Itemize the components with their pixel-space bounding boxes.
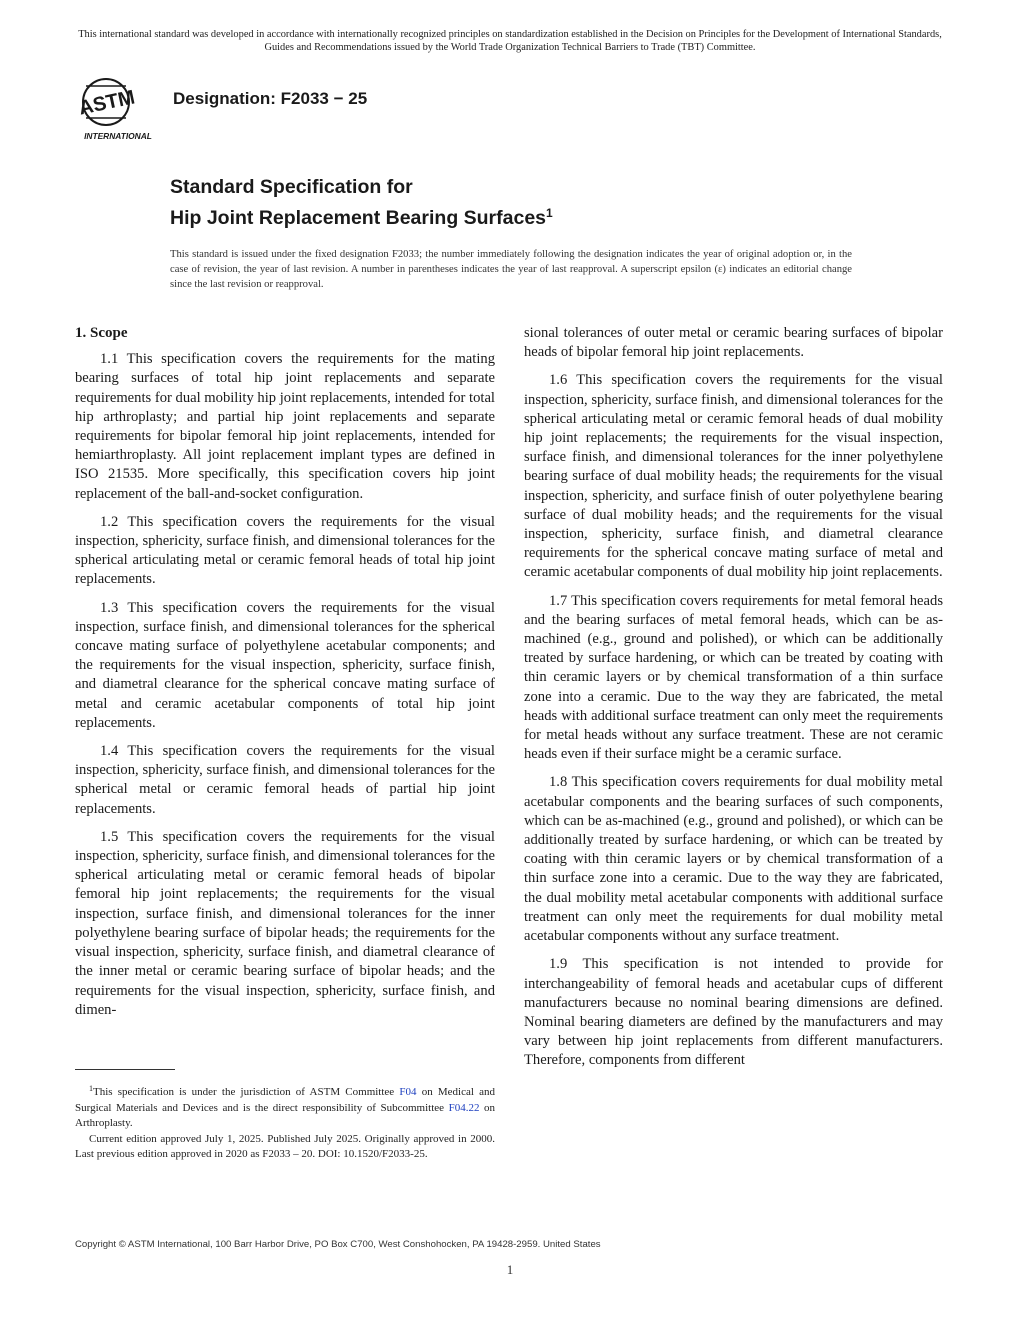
paragraph-1-9: 1.9 This specification is not intended to provide for interchangeability of femoral heads and acetabular cups of different manufacturers because no nominal bearing dimensions are defined. Nominal bearing diameters are defined by the manufacturers and may vary between hip joint replacements from different manufacturers. Therefore, components from different xyxy=(524,956,943,1069)
page-number: 1 xyxy=(506,1262,514,1277)
document-title xyxy=(170,174,930,231)
astm-logo-subtext: INTERNATIONAL xyxy=(84,131,152,141)
subcommittee-f04-22-link[interactable]: F04.22 xyxy=(448,1101,480,1114)
right-column xyxy=(524,324,943,1080)
paragraph-1-1: 1.1 This specification covers the requirements for the mating bearing surfaces of total hip joint replacements and separate requirements for dual mobility hip joint replacements, intended for total hip arthroplasty; and partial hip joint replacements and separate requirements for bipolar femoral hip joint replacements, intended for hemiarthroplasty. All joint replacement implant types are defined in ISO 21535. More specifically, this specification covers hip joint replacement of the ball-and-socket configuration. xyxy=(75,351,495,502)
wto-notice: This international standard was developed in accordance with internationally recognized principles on standardization established in the Decision on Principles for the Development of International Standards, Guides and Recommendations issued by the World Trade Organization Technical Barriers to Trade (TBT) Committee. xyxy=(78,29,942,53)
paragraph-1-3: 1.3 This specification covers the requirements for the visual inspection, surface finish, and dimensional tolerances for the spherical concave mating surface of polyethylene acetabular components; and the requirements for the visual inspection, sphericity, surface finish, and diametral clearance for the spherical concave mating surface of metal and ceramic acetabular components of total hip joint replacements. xyxy=(75,599,495,731)
astm-logo xyxy=(76,76,160,142)
footnotes xyxy=(75,1081,495,1163)
title-line-2 xyxy=(170,200,930,231)
title-line-1: Standard Specification for xyxy=(170,176,413,198)
footnote-1-mark: 1 xyxy=(89,1084,93,1093)
copyright-notice: Copyright © ASTM International, 100 Barr Harbor Drive, PO Box C700, West Conshohocken, PA 19428-2959. United States xyxy=(75,1239,601,1250)
paragraph-1-8: 1.8 This specification covers requirements for dual mobility metal acetabular components and the bearing surfaces of such components, which can be as-machined (e.g., ground and polished), or which can be additionally treated by surface hardening, or which can be treated by coating with thin ceramic layers or by chemical transformation of a thin surface zone into a ceramic. Due to the way they are fabricated, the dual mobility metal acetabular components with additional surface treatment can only meet the requirements for dual mobility metal acetabular components without any surface treatment. xyxy=(524,774,943,945)
paragraph-1-6: 1.6 This specification covers the requirements for the visual inspection, sphericity, surface finish, and dimensional tolerances for the spherical articulating metal or ceramic femoral heads of dual mobility hip joint replacements; the requirements for the visual inspection, surface finish, and dimensional tolerances for the inner polyethylene bearing surface of dual mobility heads; the requirements for the visual inspection, sphericity, and surface finish of outer polyethylene bearing surface of dual mobility heads; and the requirements for the visual inspection, sphericity, surface finish, and diametral clearance requirements for the spherical concave mating surface of metal and ceramic acetabular components of dual mobility hip joint replacements. xyxy=(524,372,943,581)
designation: Designation: F2033 − 25 xyxy=(173,89,368,108)
footnote-divider xyxy=(75,1069,175,1070)
committee-f04-link[interactable]: F04 xyxy=(399,1086,417,1098)
paragraph-1-7: 1.7 This specification covers requirements for metal femoral heads and the bearing surfaces of metal femoral heads, which can be as-machined (e.g., ground and polished), or which can be additionally treated by surface hardening, or which can be treated by coating with thin ceramic layers or by chemical transformation of a thin surface zone into a ceramic. Due to the way they are fabricated, the metal heads with additional surface treatment can only meet the requirements for metal heads without any surface treatment. These are not ceramic heads even if their surface might be a ceramic surface. xyxy=(524,592,943,763)
title-line-2-text: Hip Joint Replacement Bearing Surfaces xyxy=(170,207,547,229)
issued-note: This standard is issued under the fixed designation F2033; the number immediately following the designation indicates the year of original adoption or, in the case of revision, the year of last revision. A number in parentheses indicates the year of last reapproval. A superscript epsilon (ε) indicates an editorial change since the last revision or reapproval. xyxy=(170,249,852,290)
paragraph-1-4: 1.4 This specification covers the requirements for the visual inspection, sphericity, surface finish, and dimensional tolerances for the spherical metal or ceramic femoral heads of partial hip joint replacements. xyxy=(75,743,495,817)
title-footnote-mark[interactable]: 1 xyxy=(546,206,553,220)
paragraph-1-5: 1.5 This specification covers the requirements for the visual inspection, sphericity, surface finish, and dimensional tolerances for the spherical articulating metal or ceramic femoral heads of bipolar femoral hip joint replacements; the requirements for the visual inspection, surface finish, and dimensional tolerances for the inner polyethylene bearing surface of bipolar heads; the requirements for the visual inspection, sphericity, surface finish, and diametral clearance of the inner metal or ceramic bearing surface of bipolar heads; and the requirements for the visual inspection, sphericity, surface finish, and dimen- xyxy=(75,828,495,1018)
section-heading-scope: 1. Scope xyxy=(75,325,128,341)
paragraph-1-2: 1.2 This specification covers the requirements for the visual inspection, sphericity, surface finish, and dimensional tolerances for the spherical articulating metal or ceramic femoral heads of total hip joint replacements. xyxy=(75,513,495,588)
paragraph-1-5-continued: sional tolerances of outer metal or ceramic bearing surfaces of bipolar heads of bipolar femoral hip joint replacements. xyxy=(524,325,943,361)
astm-logo-letters: ASTM xyxy=(76,86,137,120)
left-column xyxy=(75,324,495,1029)
footnote-1: $^1$This specification is under the jurisdiction of ASTM Committee F04 on Medical and Surgical Materials and Devices and is the direct responsibility of Subcommittee F04.22 on Arthroplasty. xyxy=(75,1084,496,1129)
footnote-edition: Current edition approved July 1, 2025. Published July 2025. Originally approved in 2000. Last previous edition approved in 2020 as F2033 – 20. DOI: 10.1520/F2033-25. xyxy=(75,1132,495,1160)
